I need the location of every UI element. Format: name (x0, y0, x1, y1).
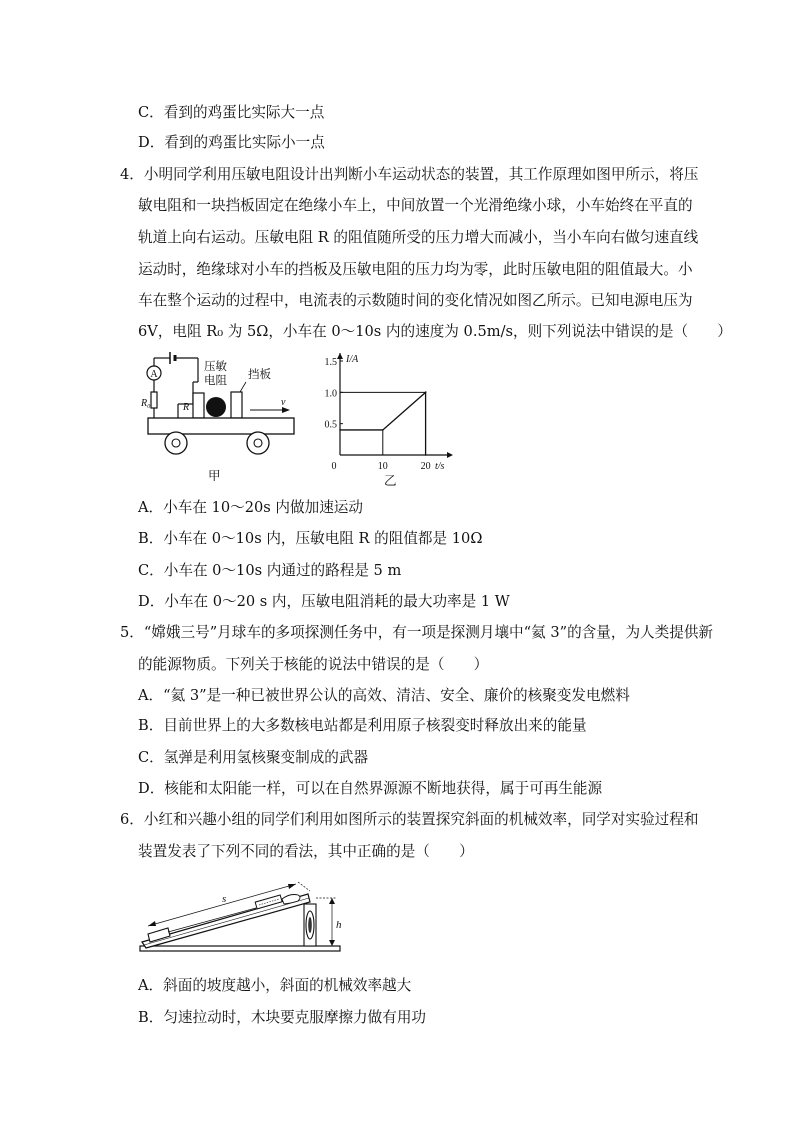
y-tick-label: 1.5 (324, 357, 337, 368)
q6-option-b: B．匀速拉动时，木块要克服摩擦力做有用功 (138, 1009, 427, 1026)
q4-stem-line-1: 4．小明同学利用压敏电阻设计出判断小车运动状态的装置，其工作原理如图甲所示，将压 (120, 166, 699, 183)
q5-stem-line-1: 5．“嫦娥三号”月球车的多项探测任务中，有一项是探测月壤中“氦 3”的含量，为人类提供新 (120, 624, 714, 641)
current-time-chart (322, 345, 462, 490)
q3-option-c: C．看到的鸡蛋比实际大一点 (138, 104, 325, 121)
q4-stem-line-3: 轨道上向右运动。压敏电阻 R 的阻值随所受的压力增大而减小，当小车向右做匀速直线 (138, 229, 699, 246)
y-axis-label: I/A (346, 354, 359, 365)
q5-option-a: A．“氦 3”是一种已被世界公认的高效、清洁、安全、廉价的核聚变发电燃料 (138, 687, 630, 704)
x-tick-label: 20 (420, 461, 431, 472)
q6-stem-line-2: 装置发表了下列不同的看法，其中正确的是（ ） (138, 843, 474, 860)
q4-option-b: B．小车在 0～10s 内，压敏电阻 R 的阻值都是 10Ω (138, 530, 483, 547)
q5-option-b: B．目前世界上的大多数核电站都是利用原子核裂变时释放出来的能量 (138, 717, 587, 734)
q4-option-c: C．小车在 0～10s 内通过的路程是 5 m (138, 562, 402, 579)
q4-stem-line-5: 车在整个运动的过程中，电流表的示数随时间的变化情况如图乙所示。已知电源电压为 (138, 292, 693, 309)
y-axis-arrow (337, 353, 343, 359)
r-label: R (183, 402, 190, 413)
q5-stem-line-2: 的能源物质。下列关于核能的说法中错误的是（ ） (138, 656, 489, 673)
cart-circuit-figure (138, 348, 310, 488)
figure-caption-jia: 甲 (208, 469, 221, 483)
q3-option-d: D．看到的鸡蛋比实际小一点 (138, 134, 325, 151)
inclined-plane-figure (138, 872, 368, 957)
q4-stem-line-2: 敏电阻和一块挡板固定在绝缘小车上，中间放置一个光滑绝缘小球，小车始终在平直的 (138, 197, 693, 214)
r0-label: R₀ (141, 398, 151, 409)
cart-body (148, 418, 294, 434)
resistor-label: 电阻 (204, 375, 227, 387)
current-data-point (339, 429, 341, 431)
velocity-label: v (281, 397, 286, 408)
x-tick-label: 10 (377, 461, 388, 472)
height-h-label: h (336, 919, 342, 931)
pressure-label: 压敏 (204, 361, 227, 373)
current-data-point (425, 454, 427, 456)
x-tick-label: 0 (331, 461, 337, 472)
pressure-resistor (193, 393, 204, 418)
current-data-point (382, 429, 384, 431)
q4-option-d: D．小车在 0～20 s 内，压敏电阻消耗的最大功率是 1 W (138, 593, 510, 610)
length-s-label: s (222, 893, 227, 905)
q5-option-c: C．氢弹是利用氢核聚变制成的武器 (138, 749, 369, 766)
ammeter-label: A (150, 369, 158, 380)
baffle-label: 挡板 (248, 369, 271, 381)
baffle (231, 392, 242, 418)
q6-stem-line-1: 6．小红和兴趣小组的同学们利用如图所示的装置探究斜面的机械效率，同学对实验过程和 (120, 811, 699, 828)
current-data-point (425, 392, 427, 394)
q4-option-a: A．小车在 10～20s 内做加速运动 (138, 499, 363, 516)
q5-option-d: D．核能和太阳能一样，可以在自然界源源不断地获得，属于可再生能源 (138, 780, 603, 797)
figure-caption-yi: 乙 (384, 474, 397, 488)
r0-resistor (151, 392, 157, 408)
q6-option-a: A．斜面的坡度越小，斜面的机械效率越大 (138, 977, 412, 994)
ball (206, 397, 226, 417)
table-base (140, 946, 340, 951)
y-tick-label: 1.0 (324, 388, 337, 400)
q4-stem-line-6: 6V，电阻 R₀ 为 5Ω，小车在 0～10s 内的速度为 0.5m/s，则下列说法中错误的是（ ） (138, 323, 732, 340)
y-tick-label: 0.5 (324, 419, 337, 431)
x-axis-label: t/s (435, 461, 445, 472)
x-axis-arrow (447, 452, 453, 458)
q4-stem-line-4: 运动时，绝缘球对小车的挡板及压敏电阻的压力均为零，此时压敏电阻的阻值最大。小 (138, 261, 693, 278)
